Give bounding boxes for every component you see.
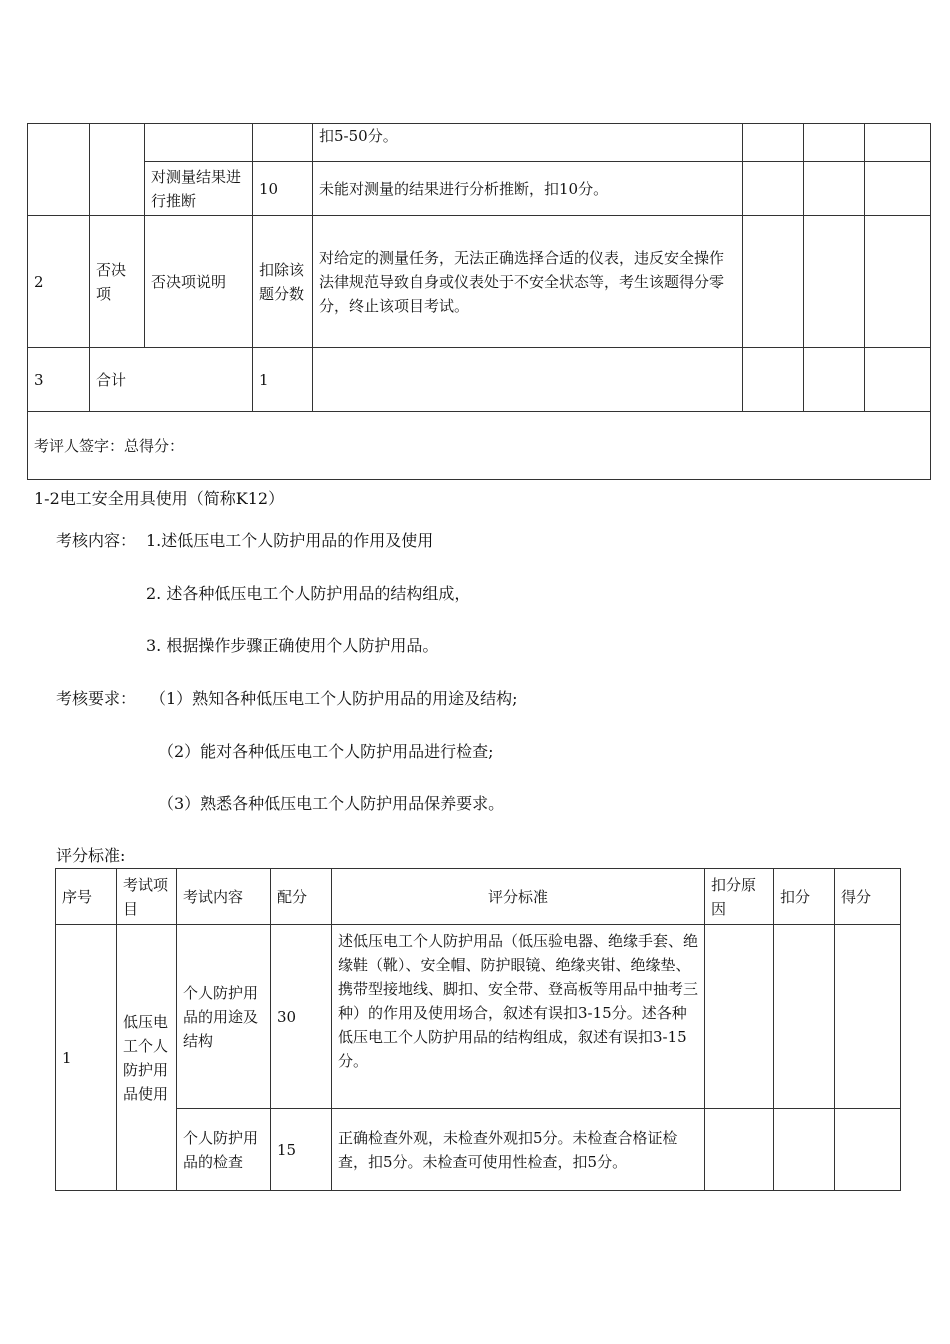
header-item: 考试项目 (117, 869, 177, 925)
number-cell: 2 (28, 216, 90, 348)
cell-empty (28, 124, 90, 216)
earned-cell (835, 1109, 901, 1191)
section-title: 1-2电工安全用具使用（简称K12） (34, 489, 285, 508)
score-cell: 30 (271, 925, 332, 1109)
deduct-reason-cell (743, 162, 804, 216)
deduct-reason-cell (705, 925, 774, 1109)
header-number: 序号 (56, 869, 117, 925)
standard-cell: 正确检查外观，未检查外观扣5分。未检查合格证检查，扣5分。未检查可使用性检查，扣5分。 (332, 1109, 705, 1191)
earned-cell (835, 925, 901, 1109)
scoring-label: 评分标准: (56, 846, 126, 865)
item-cell: 低压电工个人防护用品使用 (117, 925, 177, 1191)
content-item-2: 2. 述各种低压电工个人防护用品的结构组成， (146, 584, 471, 603)
header-score: 配分 (271, 869, 332, 925)
deduct-cell (804, 162, 865, 216)
score-cell: 1 (253, 348, 313, 412)
deduct-cell (774, 925, 835, 1109)
standard-cell: 述低压电工个人防护用品（低压验电器、绝缘手套、绝缘鞋（靴）、安全帽、防护眼镜、绝缘夹钳、绝缘垫、携带型接地线、脚扣、安全带、登高板等用品中抽考三种）的作用及使用场合，叙述有误扣3-15分。述各种低压电工个人防护用品的结构组成，叙述有误扣3-15分。 (332, 925, 705, 1109)
earned-cell (865, 216, 931, 348)
header-earned: 得分 (835, 869, 901, 925)
score-cell: 扣除该题分数 (253, 216, 313, 348)
earned-cell (865, 162, 931, 216)
deduct-reason-cell (743, 124, 804, 162)
deduct-cell (804, 216, 865, 348)
deduct-reason-cell (743, 348, 804, 412)
requirement-item-2: （2）能对各种低压电工个人防护用品进行检查; (158, 742, 494, 761)
cell-empty (253, 124, 313, 162)
standard-cell (313, 348, 743, 412)
deduct-reason-cell (705, 1109, 774, 1191)
header-deduct: 扣分 (774, 869, 835, 925)
requirement-label: 考核要求： (56, 689, 137, 708)
cell-empty (145, 124, 253, 162)
header-content: 考试内容 (177, 869, 271, 925)
deduct-cell (804, 348, 865, 412)
standard-cell: 对给定的测量任务，无法正确选择合适的仪表，违反安全操作法律规范导致自身或仪表处于不安全状态等，考生该题得分零分，终止该项目考试。 (313, 216, 743, 348)
header-deduct-reason: 扣分原因 (705, 869, 774, 925)
signature-cell: 考评人签字：总得分： (28, 412, 931, 480)
content-label: 考核内容： (56, 531, 137, 550)
content-item-3: 3. 根据操作步骤正确使用个人防护用品。 (146, 636, 439, 655)
standard-cell: 未能对测量的结果进行分析推断，扣10分。 (313, 162, 743, 216)
score-cell: 15 (271, 1109, 332, 1191)
content-cell: 个人防护用品的用途及结构 (177, 925, 271, 1109)
number-cell: 3 (28, 348, 90, 412)
content-cell: 对测量结果进行推断 (145, 162, 253, 216)
content-cell: 个人防护用品的检查 (177, 1109, 271, 1191)
content-item-1: 1.述低压电工个人防护用品的作用及使用 (146, 531, 434, 550)
requirement-item-3: （3）熟悉各种低压电工个人防护用品保养要求。 (158, 794, 505, 813)
requirement-item-1: （1）熟知各种低压电工个人防护用品的用途及结构; (150, 689, 518, 708)
cell-empty (90, 124, 145, 216)
standard-cell: 扣5-50分。 (313, 124, 743, 162)
content-cell: 否决项说明 (145, 216, 253, 348)
item-cell: 否决项 (90, 216, 145, 348)
score-cell: 10 (253, 162, 313, 216)
scoring-standard-table (55, 868, 901, 1191)
earned-cell (865, 348, 931, 412)
number-cell: 1 (56, 925, 117, 1191)
item-cell: 合计 (90, 348, 253, 412)
earned-cell (865, 124, 931, 162)
deduct-cell (804, 124, 865, 162)
score-table-continued (27, 123, 931, 480)
deduct-reason-cell (743, 216, 804, 348)
deduct-cell (774, 1109, 835, 1191)
header-standard: 评分标准 (332, 869, 705, 925)
